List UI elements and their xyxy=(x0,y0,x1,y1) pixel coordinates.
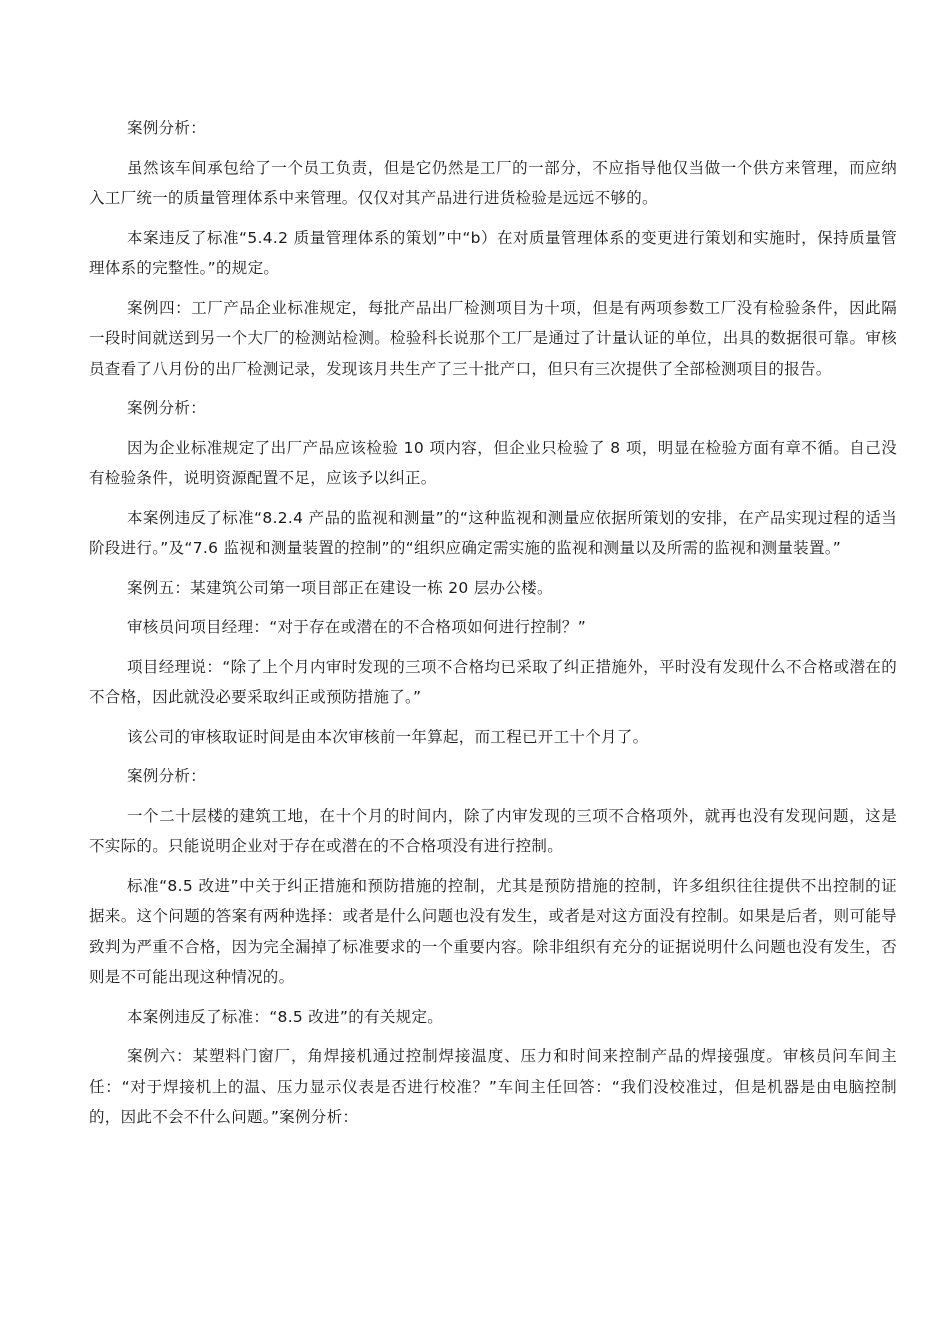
paragraph-auditor-question: 审核员问项目经理：“对于存在或潜在的不合格项如何进行控制？” xyxy=(127,618,587,636)
paragraph-violation-8-5: 本案例违反了标准：“8.5 改进”的有关规定。 xyxy=(127,1007,444,1026)
paragraph-manager-answer: 项目经理说：“除了上个月内审时发现的三项不合格均已采取了纠正措施外，平时没有发现什么不合格或潜在的不合格，因此就没必要采取纠正或预防措施了。” xyxy=(89,657,897,706)
paragraph-standard-8-5: 标准“8.5 改进”中关于纠正措施和预防措施的控制，尤其是预防措施的控制，许多组织往往提供不出控制的证据来。这个问题的答案有两种选择：或者是什么问题也没有发生，或者是对这方面没有控制。如果是后者，则可能导致判为严重不合格，因为完全漏掉了标准要求的一个重要内容。除非组织有充分的证据说明什么问题也没有发生，否则是不可能出现这种情况的。 xyxy=(89,876,897,986)
paragraph-case-analysis-2: 案例分析： xyxy=(127,399,207,417)
paragraph-construction-site: 一个二十层楼的建筑工地，在十个月的时间内，除了内审发现的三项不合格项外，就再也没有发现问题，这是不实际的。只能说明企业对于存在或潜在的不合格项没有进行控制。 xyxy=(89,806,897,855)
paragraph-case-analysis-3: 案例分析： xyxy=(127,767,207,785)
paragraph-violation-5-4-2: 本案违反了标准“5.4.2 质量管理体系的策划”中“b）在对质量管理体系的变更进行策划和实施时，保持质量管理体系的完整性。”的规定。 xyxy=(89,228,897,277)
paragraph-case-four: 案例四：工厂产品企业标准规定，每批产品出厂检测项目为十项，但是有两项参数工厂没有检验条件，因此隔一段时间就送到另一个大厂的检测站检测。检验科长说那个工厂是通过了计量认证的单位，出具的数据很可靠。审核员查看了八月份的出厂检测记录，发现该月共生产了三十批产口，但只有三次提供了全部检测项目的报告。 xyxy=(89,298,897,378)
paragraph-case-six: 案例六：某塑料门窗厂，角焊接机通过控制焊接温度、压力和时间来控制产品的焊接强度。审核员问车间主任：“对于焊接机上的温、压力显示仪表是否进行校准？”车间主任回答：“我们没校准过，但是机器是由电脑控制的，因此不会不什么问题。”案例分析： xyxy=(89,1047,897,1126)
paragraph-workshop-contract: 虽然该车间承包给了一个员工负责，但是它仍然是工厂的一部分，不应指导他仅当做一个供方来管理，而应纳入工厂统一的质量管理体系中来管理。仅仅对其产品进行进货检验是远远不够的。 xyxy=(89,158,897,207)
paragraph-inspection-items: 因为企业标准规定了出厂产品应该检验 10 项内容，但企业只检验了 8 项，明显在检验方面有章不循。自己没有检验条件，说明资源配置不足，应该予以纠正。 xyxy=(89,438,897,487)
paragraph-case-analysis-1: 案例分析： xyxy=(127,119,207,137)
paragraph-audit-period: 该公司的审核取证时间是由本次审核前一年算起，而工程已开工十个月了。 xyxy=(127,727,649,746)
paragraph-case-five: 案例五：某建筑公司第一项目部正在建设一栋 20 层办公楼。 xyxy=(127,578,553,597)
paragraph-violation-8-2-4: 本案例违反了标准“8.2.4 产品的监视和测量”的“这种监视和测量应依据所策划的安排，在产品实现过程的适当阶段进行。”及“7.6 监视和测量装置的控制”的“组织应确定需实施的监视和测量以及所需的监视和测量装置。” xyxy=(89,508,897,557)
document-body xyxy=(89,113,897,1142)
